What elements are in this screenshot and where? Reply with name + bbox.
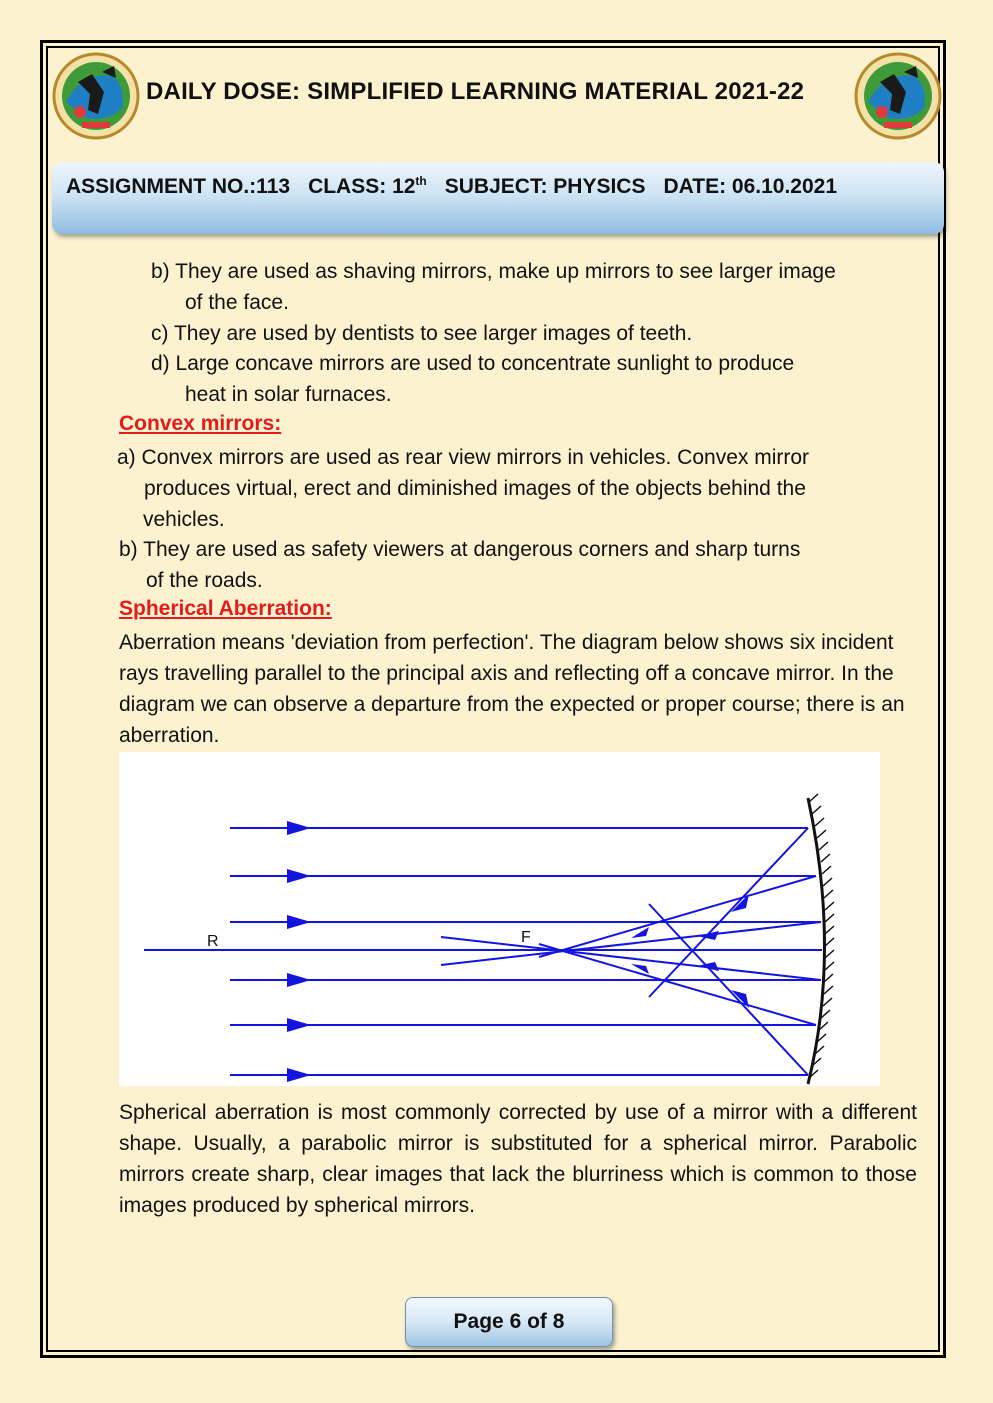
list-item: a) Convex mirrors are used as rear view mirrors in vehicles. Convex mirror produces virtual, erect and diminished images of the objects behind the vehicles. xyxy=(117,446,810,531)
assignment-date: DATE: 06.10.2021 xyxy=(663,175,838,198)
label-r: R xyxy=(207,933,219,950)
list-item: c) They are used by dentists to see larger images of teeth. xyxy=(151,322,693,345)
section-heading-convex: Convex mirrors: xyxy=(119,412,282,435)
assignment-number: ASSIGNMENT NO.:113 xyxy=(66,175,291,198)
page-title: DAILY DOSE: SIMPLIFIED LEARNING MATERIAL 2021-22 xyxy=(146,78,805,105)
incident-rays xyxy=(144,828,822,1075)
list-item: d) Large concave mirrors are used to concentrate sunlight to produce heat in solar furnaces. xyxy=(151,352,795,406)
list-item: b) They are used as safety viewers at dangerous corners and sharp turns of the roads. xyxy=(119,538,801,592)
section-heading-aberration: Spherical Aberration: xyxy=(119,597,332,620)
assignment-class: CLASS: 12th xyxy=(308,174,427,198)
assignment-subject: SUBJECT: PHYSICS xyxy=(444,175,646,198)
aberration-closing: Spherical aberration is most commonly corrected by use of a mirror with a different shape. Usually, a parabolic mirror is substituted for a spherical mirror. Parabolic mirrors create sharp, clear images that lack the blurriness which is common to those images produced by spherical mirrors. xyxy=(119,1101,917,1217)
emblem-logo-icon xyxy=(854,52,942,140)
ray-arrowheads xyxy=(287,821,311,1082)
spherical-aberration-diagram xyxy=(119,752,880,1086)
aberration-intro: Aberration means 'deviation from perfection'. The diagram below shows six incident rays travelling parallel to the principal axis and reflecting off a concave mirror. In the diagram we can observe a departure from the expected or proper course; there is an aberration. xyxy=(119,631,905,747)
assignment-info xyxy=(66,174,837,199)
list-item: b) They are used as shaving mirrors, make up mirrors to see larger image of the face. xyxy=(151,260,836,314)
mirror-hatching xyxy=(809,794,834,1078)
emblem-logo-icon xyxy=(52,52,140,140)
reflected-rays xyxy=(441,828,821,1075)
page-indicator: Page 6 of 8 xyxy=(405,1297,613,1347)
concave-mirror xyxy=(808,798,825,1084)
label-f: F xyxy=(521,929,531,946)
